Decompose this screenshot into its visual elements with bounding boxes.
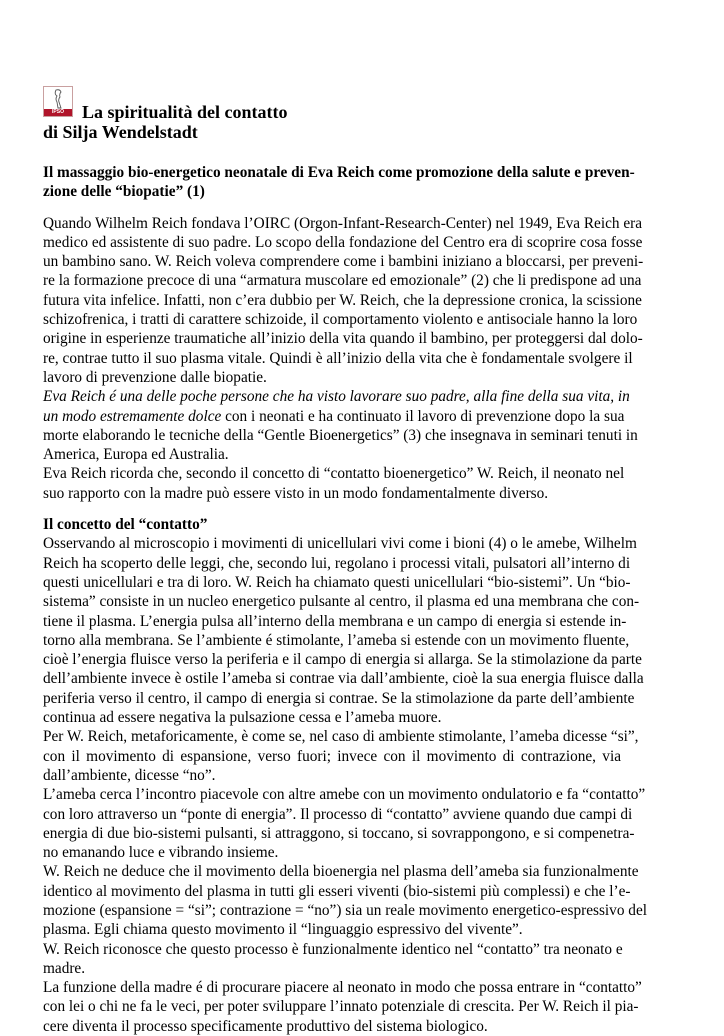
text-line: [43, 349, 633, 368]
subtitle: [43, 163, 635, 202]
line-text: Il massaggio bio-energetico neonatale di Eva Reich come promozione della salute e preven-: [43, 164, 635, 181]
section: [43, 214, 644, 503]
section-heading: [43, 515, 621, 534]
text-line: [43, 882, 631, 901]
line-text: Eva Reich ricorda che, secondo il concetto di “contatto bioenergetico” W. Reich, il neonato nel: [43, 465, 625, 483]
text-line: [43, 182, 621, 201]
line-text: cioè l’energia fluisce verso la periferia e il campo di energia si allarga. Se la stimolazione da parte: [43, 651, 642, 669]
document-title: La spiritualità del contatto: [82, 102, 288, 122]
line-text: La funzione della madre é di procurare piacere al neonato in modo che possa entrare in “contatto”: [43, 979, 642, 997]
text-line: [43, 573, 631, 592]
text-line: [43, 940, 621, 959]
text-line: [43, 766, 621, 785]
text-line: [43, 291, 642, 310]
line-text: dell’ambiente invece è ostile l’ameba si contrae via dall’ambiente, cioè la sua energia fluisce dalla: [43, 670, 644, 688]
line-text: continua ad essere negativa la pulsazione cessa e l’ameba muore.: [43, 709, 442, 727]
text-line: [43, 805, 633, 824]
text-line: [43, 689, 635, 708]
text-line: [43, 310, 638, 329]
text-line: [43, 484, 621, 503]
text-line: [43, 901, 647, 920]
line-text: W. Reich riconosce che questo processo è funzionalmente identico nel “contatto” tra neonato e: [43, 940, 623, 958]
line-text: re la formazione precoce di una “armatura muscolare ed emozionale” (2) che li predispone ad una: [43, 272, 642, 290]
text-line: [43, 387, 630, 406]
line-text: lavoro di prevenzione dalle biopatie.: [43, 368, 267, 386]
text-line: [43, 747, 621, 766]
line-text: Quando Wilhelm Reich fondava l’OIRC (Orgon-Infant-Research-Center) nel 1949, Eva Reich era: [43, 214, 643, 232]
section: [43, 515, 647, 1036]
text-line: [43, 445, 621, 464]
logo-label: IPSO: [44, 109, 72, 116]
text-line: [43, 843, 621, 862]
document-author: di Silja Wendelstadt: [43, 122, 198, 142]
figure-icon: [52, 89, 64, 109]
text-line: [43, 959, 621, 978]
text-line: [43, 862, 639, 881]
line-text: madre.: [43, 959, 86, 977]
text-line: [43, 252, 644, 271]
line-text: con il movimento di espansione, verso fuori; invece con il movimento di contrazione, via: [43, 747, 621, 765]
line-text: Il concetto del “contatto”: [43, 516, 208, 534]
line-text: questi unicellulari e tra di loro. W. Reich ha chiamato questi unicellulari “bio-sistemi”. Un “bio-: [43, 573, 631, 591]
italic-text: un modo estremamente dolce: [43, 407, 222, 425]
text-line: [43, 920, 621, 939]
line-text: periferia verso il centro, il campo di energia si contrae. Se la stimolazione da parte dell’ambiente: [43, 689, 635, 707]
line-text: Osservando al microscopio i movimenti di unicellulari vivi come i bioni (4) o le amebe, Wilhelm: [43, 535, 637, 553]
ipso-logo: [43, 86, 73, 117]
text-line: [43, 426, 638, 445]
line-text: zione delle “biopatie” (1): [43, 183, 205, 201]
text-line: [43, 727, 639, 746]
line-text: schizofrenica, i tratti di carattere schizoide, il comportamento violento e antisociale hanno la loro: [43, 311, 638, 329]
line-text: medico ed assistente di suo padre. Lo scopo della fondazione del Centro era di scoprire cosa fosse: [43, 233, 643, 251]
line-text: torno alla membrana. Se l’ambiente é stimolante, l’ameba si estende con un movimento fluente,: [43, 631, 630, 649]
line-text: con i neonati e ha continuato il lavoro di prevenzione dopo la sua: [221, 407, 625, 425]
text-line: [43, 534, 637, 553]
line-text: tiene il plasma. L’energia pulsa all’interno della membrana e un campo di energia si estende in-: [43, 612, 627, 630]
line-text: suo rapporto con la madre può essere visto in un modo fondamentalmente diverso.: [43, 484, 549, 502]
line-text: futura vita infelice. Infatti, non c’era dubbio per W. Reich, che la depressione cronica, la scissione: [43, 291, 642, 309]
text-line: [43, 612, 627, 631]
text-line: [43, 824, 635, 843]
text-line: [43, 592, 640, 611]
text-line: [43, 464, 625, 483]
text-line: [43, 785, 646, 804]
line-text: plasma. Egli chiama questo movimento il “linguaggio espressivo del vivente”.: [43, 921, 523, 939]
text-line: [43, 407, 625, 426]
line-text: Per W. Reich, metaforicamente, è come se, nel caso di ambiente stimolante, l’ameba dicesse “si”,: [43, 728, 639, 746]
line-text: Reich ha scoperto delle leggi, che, secondo lui, regolano i processi vitali, pulsatori all’interno di: [43, 554, 631, 572]
line-text: morte elaborando le tecniche della “Gentle Bioenergetics” (3) che insegnava in seminari tenuti in: [43, 426, 638, 444]
line-text: energia di due bio-sistemi pulsanti, si attraggono, si toccano, si sovrappongono, e si compenetra-: [43, 824, 635, 842]
text-line: [43, 214, 643, 233]
text-line: [43, 554, 631, 573]
line-text: sistema” consiste in un nucleo energetico pulsante al centro, il plasma ed una membrana che con-: [43, 593, 640, 611]
paragraph-gap: [43, 202, 621, 214]
italic-text: Eva Reich é una delle poche persone che ha visto lavorare suo padre, alla fine della sua vita, in: [43, 388, 630, 406]
document-body: [43, 163, 647, 1036]
line-text: cere diventa il processo specificamente produttivo del sistema biologico.: [43, 1017, 488, 1035]
line-text: L’ameba cerca l’incontro piacevole con altre amebe con un movimento ondulatorio e fa “contatto”: [43, 786, 646, 804]
text-line: [43, 631, 630, 650]
line-text: origine in esperienze traumatiche all’inizio della vita quando il bambino, per proteggersi dal dolo-: [43, 330, 643, 348]
text-line: [43, 233, 643, 252]
text-line: [43, 650, 642, 669]
line-text: dall’ambiente, dicesse “no”.: [43, 766, 216, 784]
line-text: con lei o chi ne fa le veci, per poter sviluppare l’innato potenziale di crescita. Per W. Reich il pia-: [43, 998, 639, 1016]
paragraph-gap: [43, 503, 621, 515]
text-line: [43, 329, 643, 348]
text-line: [43, 978, 642, 997]
line-text: no emanando luce e vibrando insieme.: [43, 844, 279, 862]
text-line: [43, 1017, 621, 1036]
line-text: re, contrae tutto il suo plasma vitale. Quindi è all’inizio della vita che è fondamentale svolgere il: [43, 349, 633, 367]
text-line: [43, 368, 621, 387]
line-text: un bambino sano. W. Reich voleva comprendere come i bambini iniziano a bloccarsi, per preveni-: [43, 253, 644, 271]
text-line: [43, 708, 621, 727]
line-text: America, Europa ed Australia.: [43, 446, 229, 464]
line-text: mozione (espansione = “si”; contrazione = “no”) sia un reale movimento energetico-espressivo del: [43, 901, 647, 919]
text-line: [43, 669, 644, 688]
line-text: identico al movimento del plasma in tutti gli esseri viventi (bio-sistemi più complessi) e che l’e-: [43, 882, 631, 900]
line-text: con loro attraverso un “ponte di energia”. Il processo di “contatto” avviene quando due campi di: [43, 805, 633, 823]
text-line: [43, 997, 639, 1016]
text-line: [43, 271, 642, 290]
text-line: [43, 163, 635, 182]
line-text: W. Reich ne deduce che il movimento della bioenergia nel plasma dell’ameba sia funzionalmente: [43, 863, 639, 881]
